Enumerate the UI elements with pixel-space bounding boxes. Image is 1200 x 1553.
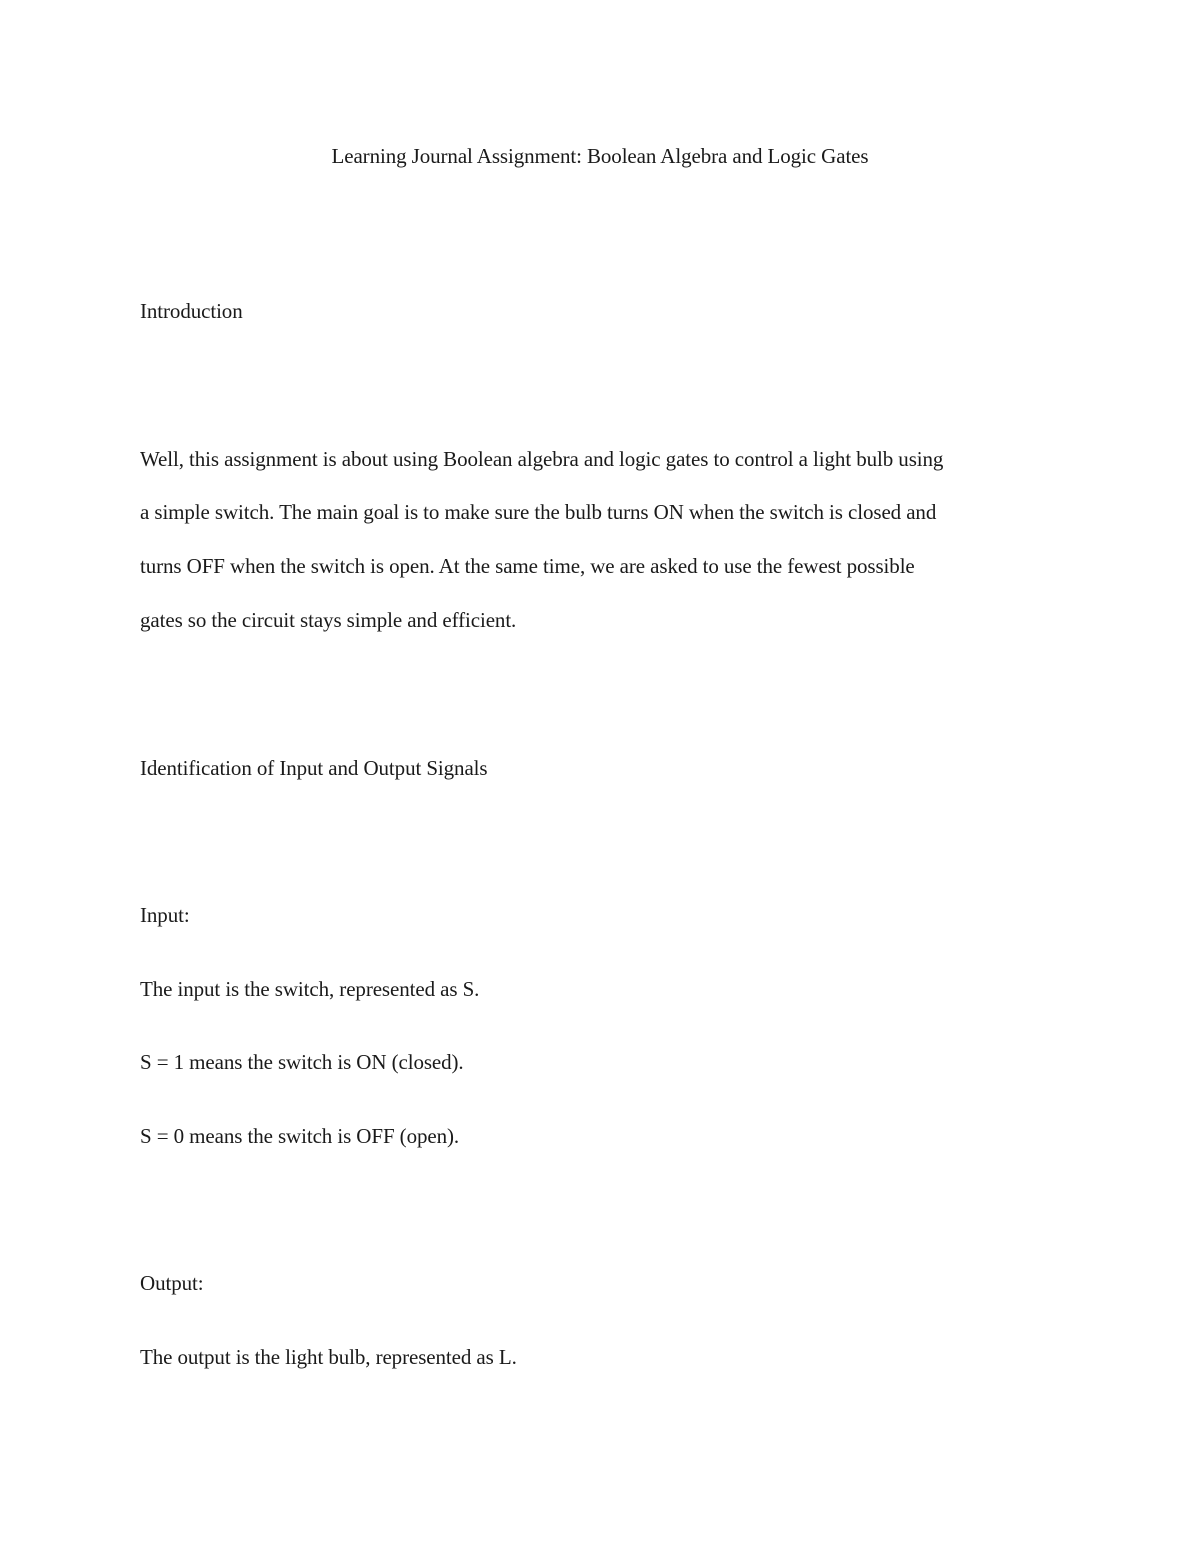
introduction-line: a simple switch. The main goal is to make sure the bulb turns ON when the switch is closed and xyxy=(140,500,937,524)
input-line: S = 0 means the switch is OFF (open). xyxy=(140,1124,460,1148)
identification-heading: Identification of Input and Output Signals xyxy=(140,756,488,780)
input-line: S = 1 means the switch is ON (closed). xyxy=(140,1050,464,1074)
introduction-line: turns OFF when the switch is open. At the same time, we are asked to use the fewest possible xyxy=(140,554,915,578)
output-line: The output is the light bulb, represented as L. xyxy=(140,1345,517,1369)
introduction-heading: Introduction xyxy=(140,299,243,323)
document-title: Learning Journal Assignment: Boolean Algebra and Logic Gates xyxy=(331,144,869,168)
input-line: The input is the switch, represented as S. xyxy=(140,977,480,1001)
introduction-line: gates so the circuit stays simple and efficient. xyxy=(140,608,517,632)
output-label: Output: xyxy=(140,1271,204,1295)
input-label: Input: xyxy=(140,903,190,927)
introduction-line: Well, this assignment is about using Boolean algebra and logic gates to control a light bulb using xyxy=(140,447,944,471)
